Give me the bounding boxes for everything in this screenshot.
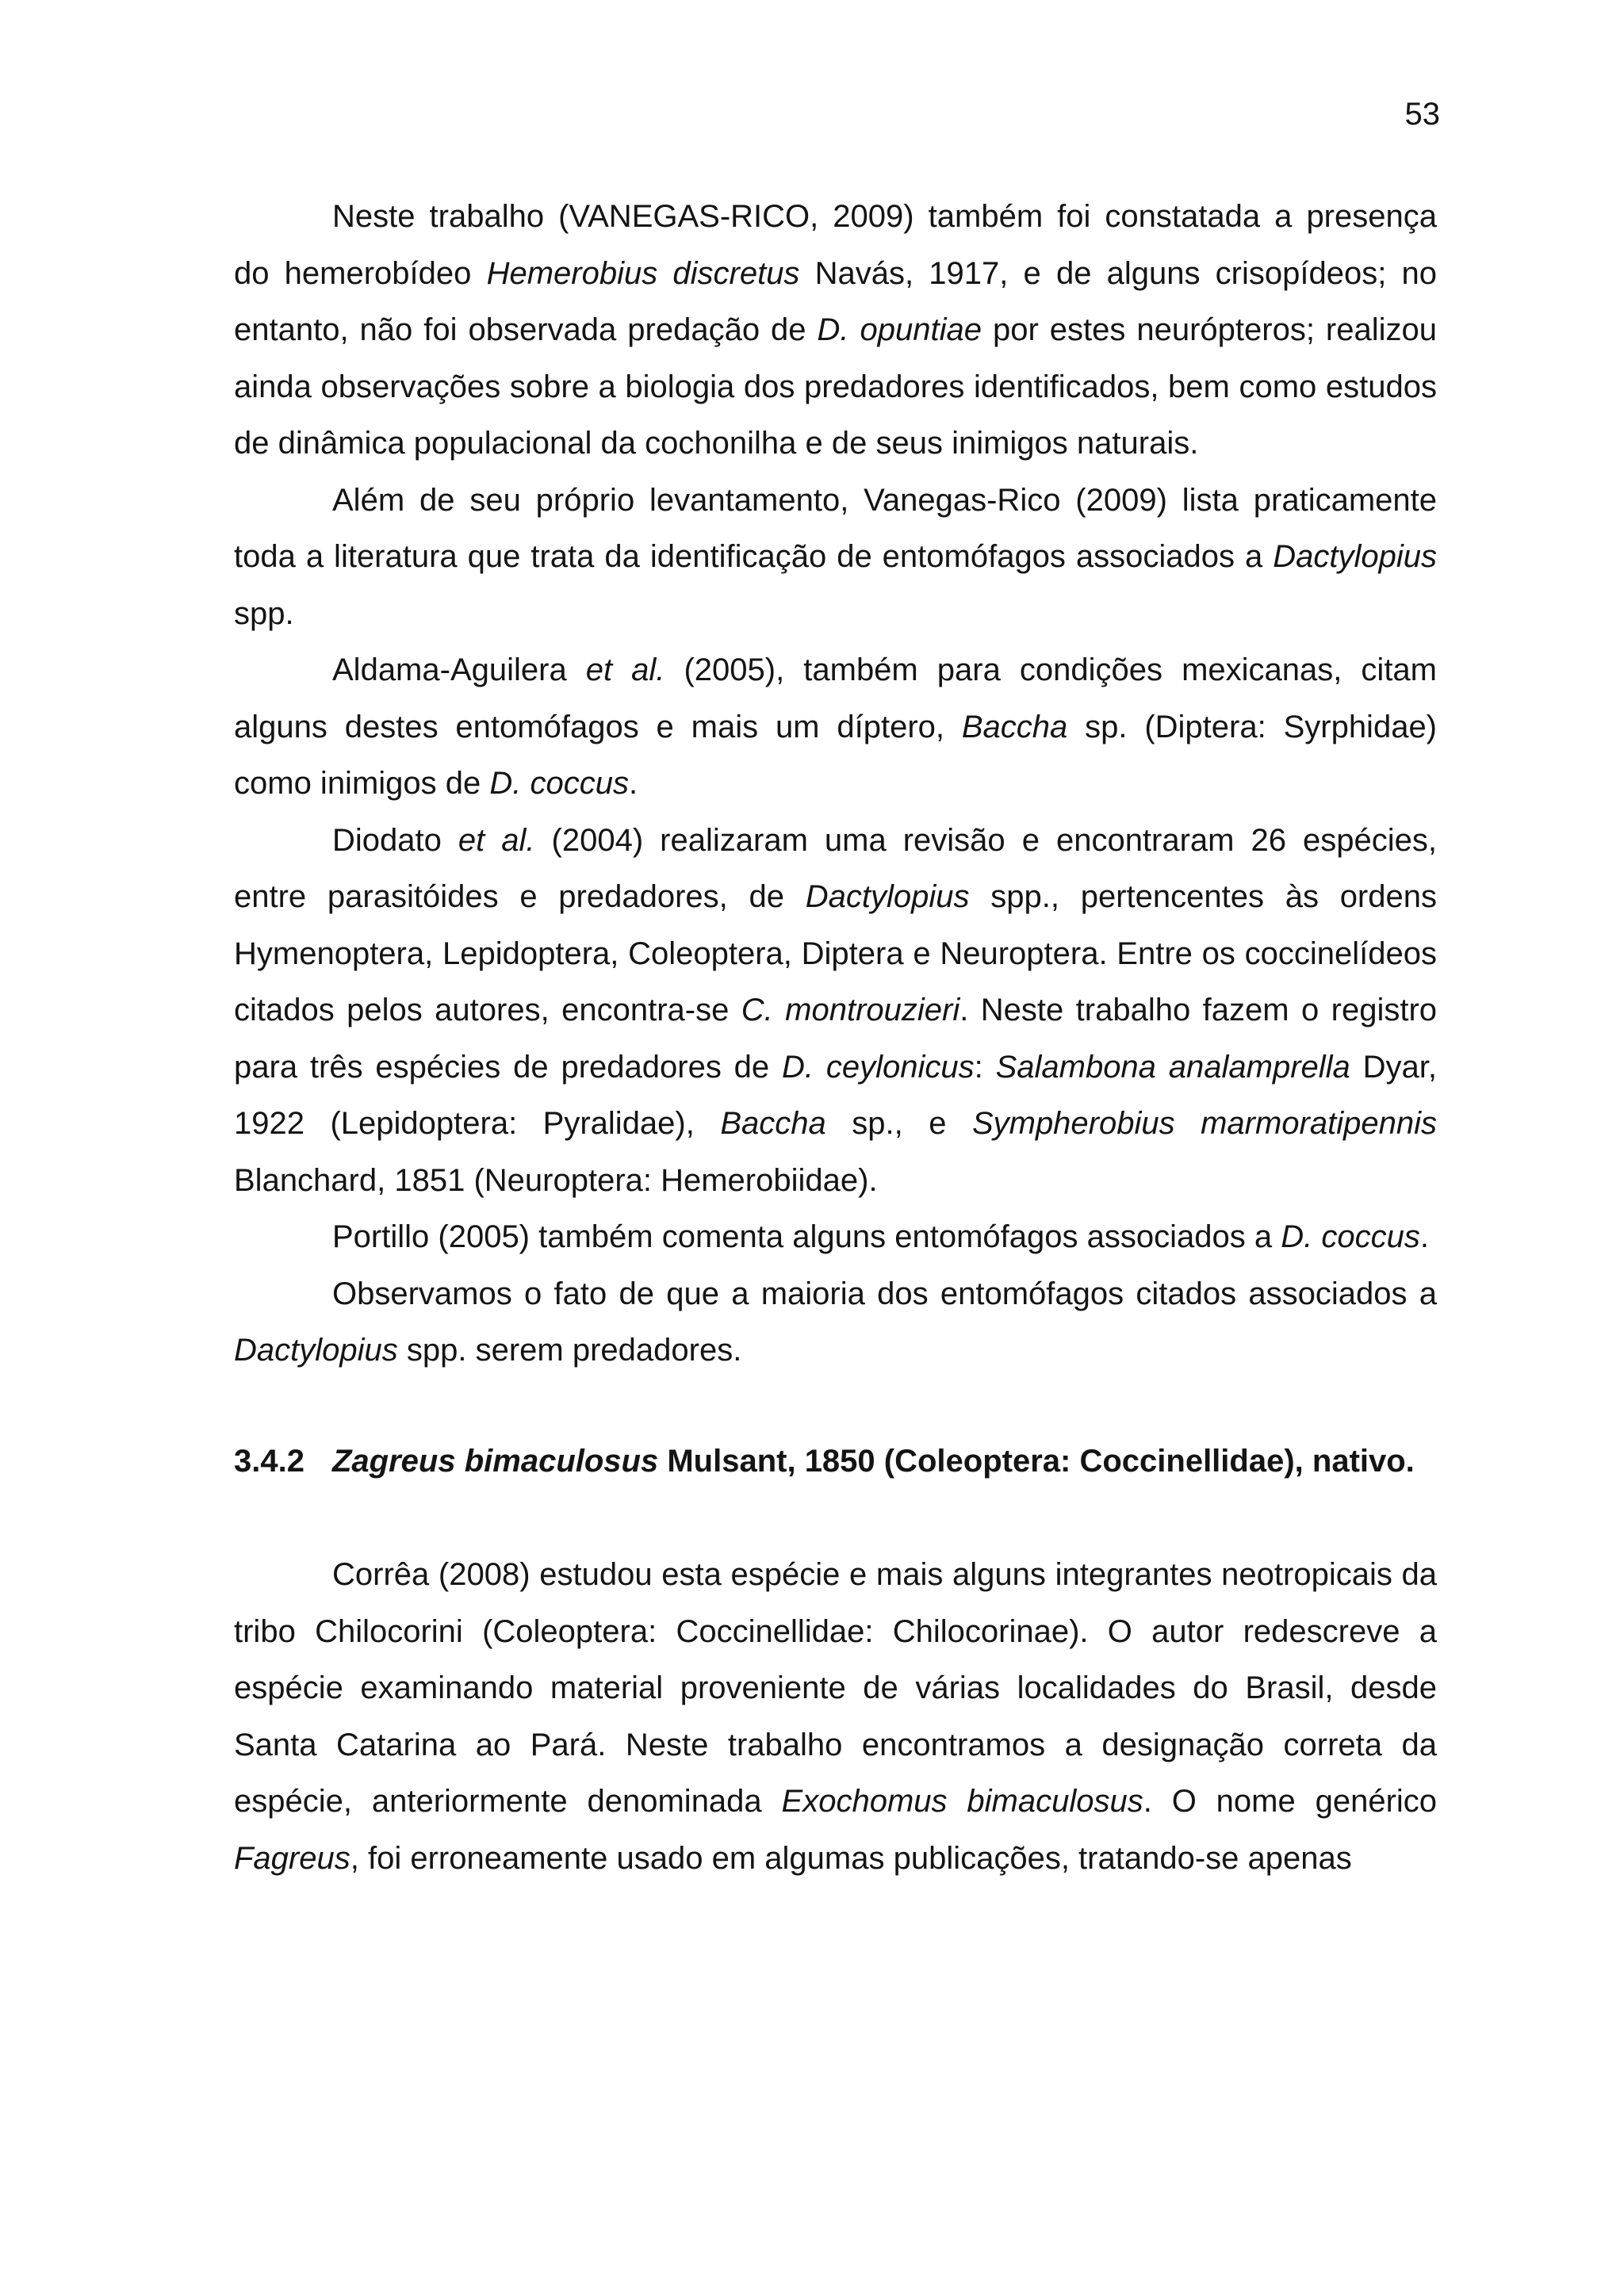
italic-text-run: D. opuntiae (817, 312, 982, 347)
italic-text-run: Sympherobius marmoratipennis (971, 1106, 1437, 1141)
text-run: sp. (Diptera: Syrphidae) como inimigos de (234, 709, 1438, 801)
italic-text-run: Zagreus bimaculosus (332, 1443, 659, 1479)
section-heading (234, 1433, 1437, 1490)
italic-text-run: Exochomus bimaculosus (781, 1784, 1143, 1819)
text-run: . O nome genérico (1143, 1784, 1438, 1819)
section-number: 3.4.2 (234, 1443, 304, 1479)
text-run: (2004) realizaram uma revisão e encontraram 26 espécies, entre parasitóides e predadores, de (234, 822, 1438, 914)
page-number: 53 (1404, 97, 1440, 132)
italic-text-run: et al. (585, 652, 665, 687)
italic-text-run: Fagreus (234, 1840, 350, 1876)
paragraph (234, 1209, 1437, 1266)
italic-text-run: C. montrouzieri (741, 993, 960, 1027)
text-run: Aldama-Aguilera (332, 652, 586, 687)
paragraph (234, 642, 1437, 813)
text-run: spp. (234, 595, 294, 631)
text-run: spp., pertencentes às ordens Hymenoptera, Lepidoptera, Coleoptera, Diptera e Neuroptera. Entre os coccinelídeos citados pelos autores, encontra-se (234, 879, 1437, 1027)
text-run: Observamos o fato de que a maioria dos entomófagos citados associados a (332, 1276, 1437, 1311)
document-body (234, 189, 1437, 1887)
text-run: Dyar, 1922 (Lepidoptera: Pyralidae), (234, 1049, 1437, 1141)
text-run: Diodato (332, 822, 458, 858)
text-run: sp., e (825, 1106, 972, 1141)
italic-text-run: D. coccus (1281, 1219, 1420, 1254)
paragraph (234, 1547, 1437, 1887)
italic-text-run: et al. (458, 822, 535, 858)
section-spacer (234, 1490, 1437, 1547)
italic-text-run: D. ceylonicus (782, 1049, 975, 1085)
text-run: Corrêa (2008) estudou esta espécie e mais alguns integrantes neotropicais da tribo Chilocorini (Coleoptera: Coccinellidae: Chilocorinae). O autor redescreve a espécie examinando material proveniente de várias localidades do Brasil, desde Santa Catarina ao Pará. Neste trabalho encontramos a designação correta da espécie, anteriormente denominada (234, 1557, 1437, 1819)
text-run: spp. serem predadores. (397, 1333, 742, 1368)
text-run: (2005), também para condições mexicanas, citam alguns destes entomófagos e mais um díptero, (234, 652, 1437, 744)
italic-text-run: Baccha (720, 1106, 826, 1141)
text-run: Além de seu próprio levantamento, Vanegas-Rico (2009) lista praticamente toda a literatura que trata da identificação de entomófagos associados a (234, 482, 1437, 574)
section-title (332, 1433, 1437, 1490)
paragraph (234, 189, 1437, 473)
text-run: . (628, 766, 638, 801)
paragraph (234, 473, 1437, 643)
italic-text-run: Dactylopius (1273, 539, 1437, 574)
text-run: : (974, 1049, 996, 1085)
italic-text-run: Dactylopius (805, 879, 970, 914)
text-run: Neste trabalho (VANEGAS-RICO, 2009) também foi constatada a presença do hemerobídeo (234, 199, 1437, 291)
text-run: Portillo (2005) também comenta alguns entomófagos associados a (332, 1219, 1281, 1254)
paragraph (234, 1266, 1437, 1380)
italic-text-run: D. coccus (489, 766, 629, 801)
paragraph (234, 813, 1437, 1210)
text-run: . Neste trabalho fazem o registro para três espécies de predadores de (234, 993, 1438, 1085)
italic-text-run: Salambona analamprella (995, 1049, 1350, 1085)
text-run: . (1419, 1219, 1429, 1254)
text-run: , foi erroneamente usado em algumas publicações, tratando-se apenas (350, 1840, 1352, 1876)
italic-text-run: Baccha (961, 709, 1068, 744)
italic-text-run: Dactylopius (234, 1333, 398, 1368)
text-run: Mulsant, 1850 (Coleoptera: Coccinellidae), nativo. (658, 1443, 1415, 1479)
italic-text-run: Hemerobius discretus (486, 255, 800, 291)
text-run: Blanchard, 1851 (Neuroptera: Hemerobiidae). (234, 1162, 878, 1198)
text-run: Navás, 1917, e de alguns crisopídeos; no entanto, não foi observada predação de (234, 255, 1437, 347)
text-run: por estes neurópteros; realizou ainda observações sobre a biologia dos predadores identificados, bem como estudos de dinâmica populacional da cochonilha e de seus inimigos naturais. (234, 312, 1438, 461)
